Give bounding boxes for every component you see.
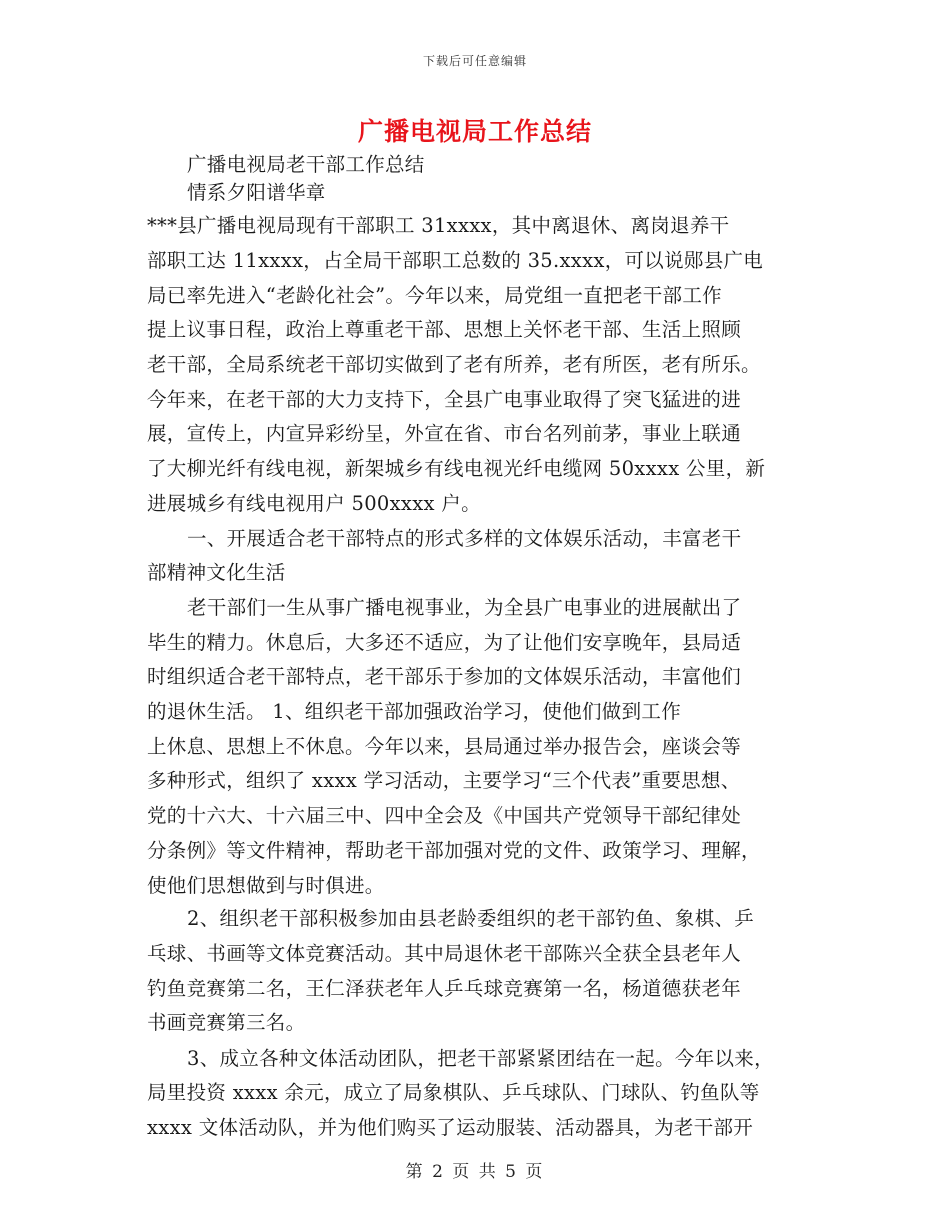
body-line: 2、组织老干部积极参加由县老龄委组织的老干部钓鱼、象棋、乒 <box>187 907 755 930</box>
body-line: 分条例》等文件精神，帮助老干部加强对党的文件、政策学习、理解， <box>147 839 761 862</box>
page-number-footer: 第 2 页 共 5 页 <box>405 1162 545 1182</box>
body-line: 展，宣传上，内宣异彩纷呈，外宣在省、市台名列前茅，事业上联通 <box>147 422 742 445</box>
body-line: 时组织适合老干部特点，老干部乐于参加的文体娱乐活动，丰富他们 <box>147 665 742 688</box>
body-line: 毕生的精力。休息后，大多还不适应，为了让他们安享晚年，县局适 <box>147 631 742 654</box>
body-line: xxxx 文体活动队，并为他们购买了运动服装、活动器具，为老干部开 <box>147 1116 754 1139</box>
body-line: ***县广播电视局现有干部职工 31xxxx，其中离退休、离岗退养干 <box>147 214 730 237</box>
body-line: 党的十六大、十六届三中、四中全会及《中国共产党领导干部纪律处 <box>147 804 742 827</box>
body-line: 了大柳光纤有线电视，新架城乡有线电视光纤电缆网 50xxxx 公里，新 <box>147 457 766 480</box>
body-line: 多种形式，组织了 xxxx 学习活动，主要学习“三个代表”重要思想、 <box>147 769 741 792</box>
body-line: 书画竞赛第三名。 <box>147 1011 306 1034</box>
body-line: 3、成立各种文体活动团队，把老干部紧紧团结在一起。今年以来， <box>187 1047 774 1070</box>
body-line: 广播电视局老干部工作总结 <box>187 153 425 176</box>
body-line: 上休息、思想上不休息。今年以来，县局通过举办报告会，座谈会等 <box>147 735 742 758</box>
body-line: 进展城乡有线电视用户 500xxxx 户。 <box>147 492 481 515</box>
body-line: 一、开展适合老干部特点的形式多样的文体娱乐活动，丰富老干 <box>187 527 742 550</box>
document-title: 广播电视局工作总结 <box>357 117 592 146</box>
body-line: 局里投资 xxxx 余元，成立了局象棋队、乒乓球队、门球队、钓鱼队等 <box>147 1081 760 1104</box>
body-line: 部精神文化生活 <box>147 561 286 584</box>
body-line: 部职工达 11xxxx，占全局干部职工总数的 35.xxxx，可以说郧县广电 <box>147 249 764 272</box>
body-line: 老干部们一生从事广播电视事业，为全县广电事业的进展献出了 <box>187 596 742 619</box>
body-line: 使他们思想做到与时俱进。 <box>147 874 385 897</box>
body-line: 老干部，全局系统老干部切实做到了老有所养，老有所医，老有所乐。 <box>147 353 761 376</box>
body-line: 的退休生活。 1、组织老干部加强政治学习，使他们做到工作 <box>147 700 682 723</box>
header-note: 下载后可任意编辑 <box>422 54 527 68</box>
body-line: 钓鱼竞赛第二名，王仁泽获老年人乒乓球竞赛第一名，杨道德获老年 <box>147 977 742 1000</box>
body-line: 今年来，在老干部的大力支持下，全县广电事业取得了突飞猛进的进 <box>147 388 742 411</box>
body-line: 局已率先进入“老龄化社会”。今年以来，局党组一直把老干部工作 <box>147 284 722 307</box>
body-line: 提上议事日程，政治上尊重老干部、思想上关怀老干部、生活上照顾 <box>147 318 742 341</box>
body-line: 乓球、书画等文体竞赛活动。其中局退休老干部陈兴全获全县老年人 <box>147 942 742 965</box>
body-line: 情系夕阳谱华章 <box>187 181 326 204</box>
